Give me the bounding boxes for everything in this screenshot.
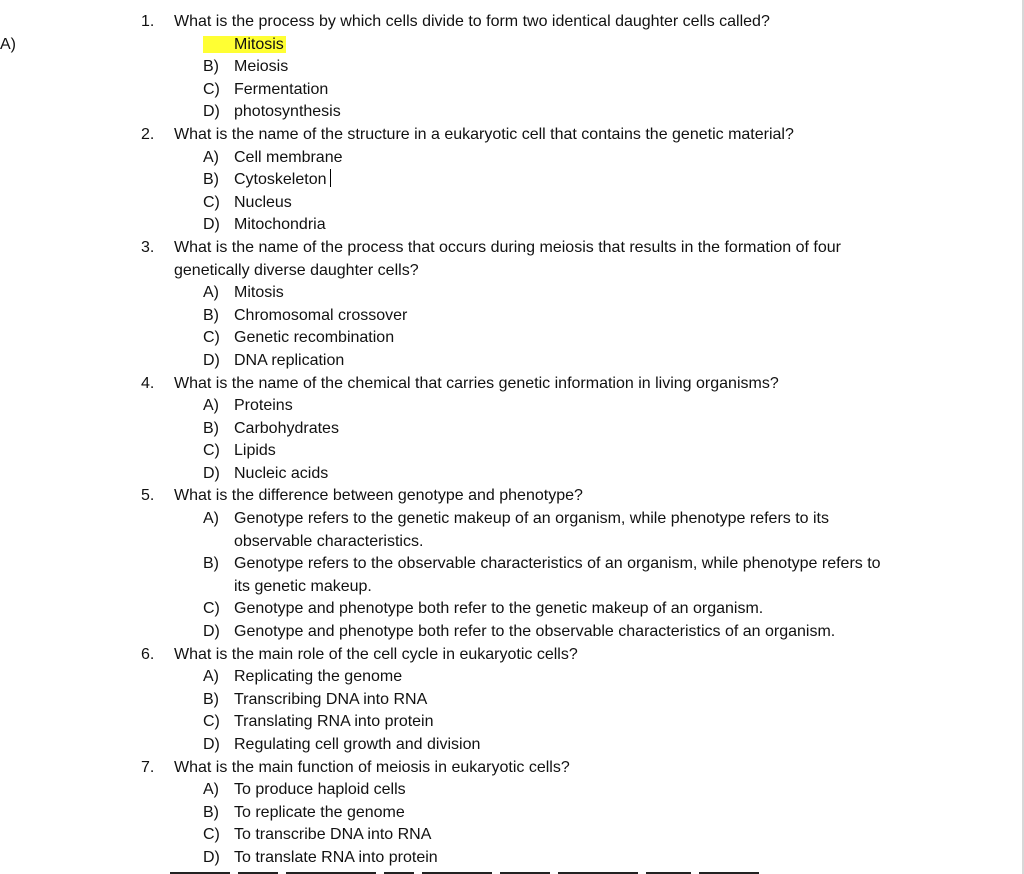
question-3-line: [0, 237, 1022, 282]
option-letter: D): [203, 736, 220, 753]
question-7-line: [0, 757, 1022, 780]
question-1: [0, 11, 1022, 124]
text-cursor: [330, 169, 331, 187]
option-letter: B): [203, 419, 219, 437]
question-3-text: What is the name of the process that occurs during meiosis that results in the formation of four genetically diverse daughter cells?: [174, 238, 841, 279]
question-4: [0, 373, 1022, 486]
question-6-option-b: [0, 689, 1022, 712]
option-letter: D): [203, 464, 220, 482]
question-1-text: What is the process by which cells divide to form two identical daughter cells called?: [174, 13, 770, 30]
option-text: Mitosis: [234, 284, 284, 302]
option-text: Fermentation: [234, 80, 329, 98]
question-6-option-c: [0, 711, 1022, 734]
question-2-option-a: [0, 147, 1022, 170]
option-text: Mitochondria: [234, 216, 326, 234]
question-5-number: 5.: [141, 487, 155, 505]
question-2-option-c: [0, 192, 1022, 215]
question-2-line: [0, 124, 1022, 147]
question-5-text: What is the difference between genotype and phenotype?: [174, 487, 583, 505]
question-1-number: 1.: [141, 13, 155, 30]
option-text: To translate RNA into protein: [234, 848, 438, 866]
option-letter: C): [203, 826, 220, 844]
question-1-option-b: [0, 56, 1022, 79]
option-letter: D): [203, 623, 220, 641]
question-7-option-a: [0, 779, 1022, 802]
option-text: Genotype refers to the observable characteristics of an organism, while phenotype refers to its genetic makeup.: [234, 555, 881, 595]
option-text: Genetic recombination: [234, 329, 395, 347]
question-2-number: 2.: [141, 125, 155, 143]
option-text: photosynthesis: [234, 103, 341, 121]
option-letter: C): [203, 713, 220, 731]
question-2-option-d: [0, 214, 1022, 237]
question-7-text: What is the main function of meiosis in eukaryotic cells?: [174, 758, 570, 776]
option-letter: C): [203, 600, 220, 618]
option-text: Genotype and phenotype both refer to the observable characteristics of an organism.: [234, 623, 836, 641]
question-1-option-a: [0, 34, 1022, 57]
option-text: To replicate the genome: [234, 803, 405, 821]
option-letter: C): [203, 442, 220, 460]
question-3: [0, 237, 1022, 373]
option-letter: D): [203, 351, 220, 369]
option-letter: D): [203, 848, 220, 866]
question-1-line: [0, 11, 1022, 34]
option-letter: D): [203, 216, 220, 234]
option-letter: B): [203, 803, 219, 821]
option-text: Genotype and phenotype both refer to the genetic makeup of an organism.: [234, 600, 764, 618]
question-6-option-a: [0, 666, 1022, 689]
option-text: Regulating cell growth and division: [234, 736, 481, 753]
question-2: [0, 124, 1022, 237]
question-3-option-a: [0, 282, 1022, 305]
option-text: To transcribe DNA into RNA: [234, 826, 432, 844]
question-6-line: [0, 644, 1022, 667]
question-6-text: What is the main role of the cell cycle in eukaryotic cells?: [174, 645, 578, 663]
option-letter: A): [203, 668, 219, 686]
question-4-option-d: [0, 463, 1022, 486]
option-text: Chromosomal crossover: [234, 306, 408, 324]
option-letter: A): [203, 284, 219, 302]
question-6: [0, 644, 1022, 757]
option-letter: D): [203, 103, 220, 121]
option-text: Nucleus: [234, 193, 292, 211]
question-3-number: 3.: [141, 238, 155, 256]
option-letter: B): [203, 306, 219, 324]
question-3-option-b: [0, 305, 1022, 328]
option-text: Meiosis: [234, 58, 289, 76]
question-4-text: What is the name of the chemical that carries genetic information in living organisms?: [174, 374, 779, 392]
question-7: [0, 757, 1022, 870]
question-6-option-d: [0, 734, 1022, 757]
option-letter: A): [203, 397, 219, 415]
option-text: Nucleic acids: [234, 464, 329, 482]
question-3-option-c: [0, 327, 1022, 350]
question-1-option-c: [0, 79, 1022, 102]
option-letter: B): [203, 58, 219, 76]
document-body[interactable]: [0, 11, 1022, 870]
option-text: Translating RNA into protein: [234, 713, 434, 731]
option-text: Cytoskeleton: [234, 171, 327, 189]
question-5-option-a: [0, 508, 1022, 553]
option-text: Genotype refers to the genetic makeup of an organism, while phenotype refers to its observable characteristics.: [234, 510, 829, 550]
question-1-option-d: [0, 101, 1022, 124]
question-3-option-d: [0, 350, 1022, 373]
question-5-option-c: [0, 598, 1022, 621]
question-5-option-d: [0, 621, 1022, 644]
question-7-option-c: [0, 824, 1022, 847]
question-5: [0, 485, 1022, 643]
option-letter: B): [203, 690, 219, 708]
option-letter: B): [203, 171, 219, 189]
option-text: Transcribing DNA into RNA: [234, 690, 428, 708]
question-4-number: 4.: [141, 374, 155, 392]
option-letter: A): [203, 781, 219, 799]
question-5-option-b: [0, 553, 1022, 598]
question-6-number: 6.: [141, 645, 155, 663]
question-5-line: [0, 485, 1022, 508]
option-text: Lipids: [234, 442, 276, 460]
cut-off-next-line: [170, 868, 820, 874]
option-text: To produce haploid cells: [234, 781, 406, 799]
option-text: Cell membrane: [234, 148, 343, 166]
option-text: Mitosis: [234, 35, 284, 53]
option-text: DNA replication: [234, 351, 345, 369]
option-letter: B): [203, 555, 219, 573]
option-letter: A): [203, 510, 219, 528]
option-text: Proteins: [234, 397, 293, 415]
question-7-number: 7.: [141, 758, 155, 776]
question-7-option-b: [0, 802, 1022, 825]
option-letter: C): [203, 329, 220, 347]
question-4-line: [0, 373, 1022, 396]
option-text: Carbohydrates: [234, 419, 339, 437]
question-2-text: What is the name of the structure in a eukaryotic cell that contains the genetic material?: [174, 125, 794, 143]
option-letter: A): [0, 35, 16, 53]
option-letter: A): [203, 148, 219, 166]
question-7-option-d: [0, 847, 1022, 870]
option-letter: C): [203, 80, 220, 98]
question-2-option-b: [0, 169, 1022, 192]
question-4-option-c: [0, 440, 1022, 463]
option-text: Replicating the genome: [234, 668, 403, 686]
option-letter: C): [203, 193, 220, 211]
question-4-option-a: [0, 395, 1022, 418]
highlighted-answer: [0, 35, 286, 53]
question-4-option-b: [0, 418, 1022, 441]
